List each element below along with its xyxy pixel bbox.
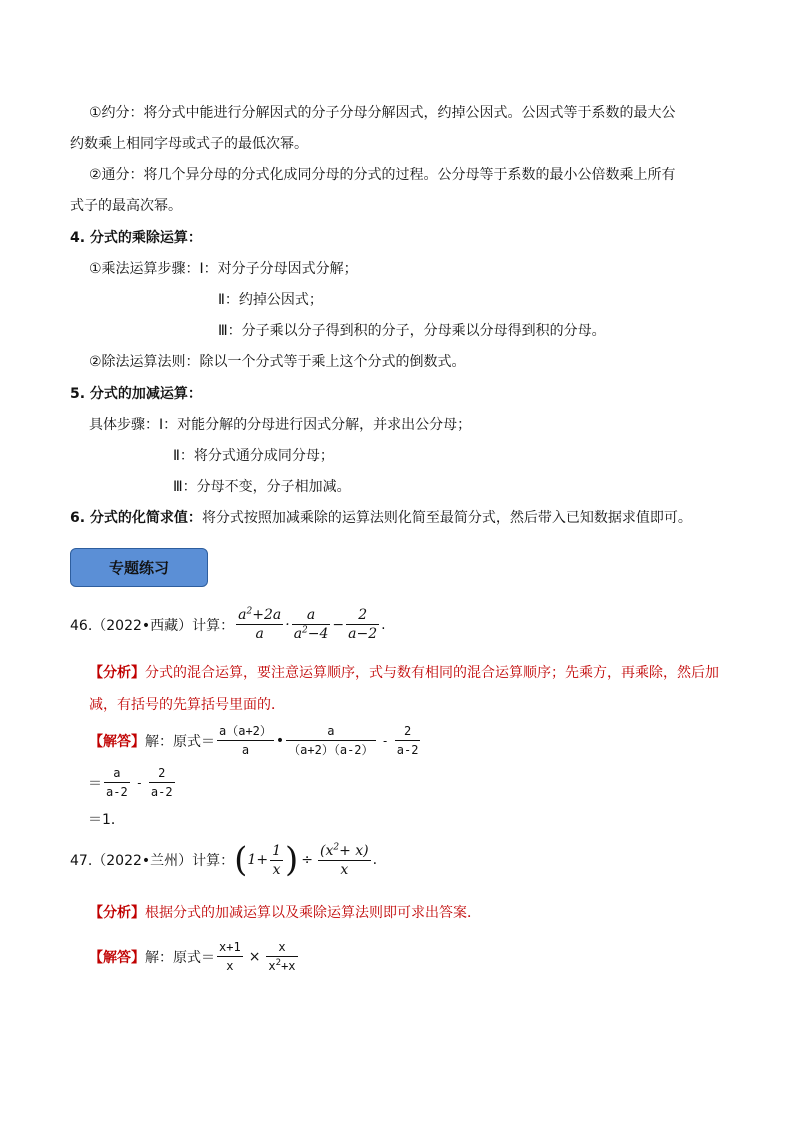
- q46-problem: [70, 606, 386, 643]
- q46-dot: ·: [285, 616, 290, 633]
- q46-step2-fraction-1: $\frac{a}{a-2}$: [106, 766, 128, 799]
- section-6-line: [70, 508, 692, 528]
- q47-problem: [70, 840, 377, 880]
- q47-answer-prefix: 解：原式＝: [145, 949, 215, 966]
- q46-end: .: [381, 616, 386, 633]
- q46-analysis-text-1: 分式的混合运算，要注意运算顺序，式与数有相同的混合运算顺序；先乘方，再乘除，然后加: [145, 665, 719, 681]
- q47-step1-fraction-1: $\frac{x+1}{x}$: [219, 940, 241, 973]
- q46-analysis-tag: 【分析】: [89, 665, 145, 681]
- q47-analysis-tag: 【分析】: [89, 905, 145, 921]
- section-5-step-2: Ⅱ：将分式通分成同分母；: [173, 448, 334, 464]
- q47-one-plus: 1+: [247, 852, 269, 868]
- q47-step1-times: ×: [248, 948, 261, 965]
- q46-prefix: 46.（2022•西藏）计算：: [70, 617, 235, 634]
- note-reduce-line-2: 约数乘上相同字母或式子的最低次幂。: [70, 136, 308, 152]
- q46-answer-step-2: [88, 764, 177, 801]
- q47-step1-fraction-2: $\frac{x}{x^2+x}$: [268, 940, 296, 973]
- section-6-text: 将分式按照加减乘除的运算法则化简至最简分式，然后带入已知数据求值即可。: [201, 510, 692, 526]
- q46-fraction-2: $\frac{a}{a^2-4}$: [293, 607, 329, 642]
- q46-step1-fraction-2: $\frac{a}{(a+2)(a-2)}$: [288, 724, 374, 757]
- q47-analysis-text: 根据分式的加减运算以及乘除运算法则即可求出答案．: [145, 905, 481, 921]
- q47-prefix: 47.（2022•兰州）计算：: [70, 853, 235, 869]
- section-4-multiply-step-1: ①乘法运算步骤：Ⅰ：对分子分母因式分解；: [89, 261, 358, 277]
- q46-minus: −: [332, 616, 345, 633]
- q47-left-paren: (: [234, 840, 248, 880]
- q46-fraction-3: $\frac{2}{a-2}$: [348, 607, 378, 642]
- section-5-step-1: 具体步骤：Ⅰ：对能分解的分母进行因式分解，并求出公分母；: [89, 417, 472, 433]
- q46-step2-minus: -: [135, 775, 143, 790]
- q46-answer-step-1: [89, 722, 422, 759]
- q46-answer-prefix: 解：原式＝: [145, 733, 215, 750]
- section-4-multiply-step-2: Ⅱ：约掉公因式；: [218, 292, 323, 308]
- section-4-multiply-step-3: Ⅲ：分子乘以分子得到积的分子，分母乘以分母得到积的分母。: [218, 323, 606, 339]
- q47-fraction-2: $\frac{(x^2+ x)}{x}$: [319, 841, 369, 878]
- q46-step1-dot: •: [275, 732, 285, 749]
- q46-step2-fraction-2: $\frac{2}{a-2}$: [150, 766, 173, 799]
- q47-answer-step-1: [89, 938, 300, 975]
- q46-step1-minus: -: [381, 733, 389, 748]
- q46-analysis-line-1: [89, 663, 719, 683]
- note-common-denominator-line-1: ②通分：将几个异分母的分式化成同分母的分式的过程。公分母等于系数的最小公倍数乘上所有: [89, 167, 676, 183]
- practice-banner-label: 专题练习: [108, 559, 169, 577]
- q47-fraction-1: $\frac{1}{x}$: [272, 842, 281, 878]
- section-4-title: 4. 分式的乘除运算：: [70, 230, 202, 246]
- note-reduce-line-1: ①约分：将分式中能进行分解因式的分子分母分解因式，约掉公因式。公因式等于系数的最大公: [89, 105, 676, 121]
- q46-answer-step-3: ＝1．: [88, 812, 125, 828]
- q47-divide: ÷: [301, 852, 313, 868]
- q47-end: .: [372, 852, 378, 868]
- section-4-divide-rule: ②除法运算法则：除以一个分式等于乘上这个分式的倒数式。: [89, 354, 466, 370]
- q46-step1-fraction-3: $\frac{2}{a-2}$: [396, 724, 419, 757]
- section-5-step-3: Ⅲ：分母不变，分子相加减。: [173, 479, 351, 495]
- section-5-title: 5. 分式的加减运算：: [70, 386, 202, 402]
- practice-banner: [70, 548, 208, 587]
- q47-analysis-line: [89, 903, 481, 923]
- q46-analysis-line-2: 减，有括号的先算括号里面的．: [89, 697, 285, 713]
- q46-answer-tag: 【解答】: [89, 733, 145, 750]
- q46-fraction-1: $\frac{a^2+2a}{a}$: [238, 606, 282, 642]
- note-common-denominator-line-2: 式子的最高次幂。: [70, 198, 182, 214]
- q46-step1-fraction-1: $\frac{a(a+2)}{a}$: [219, 724, 272, 757]
- section-6-label: 6. 分式的化简求值：: [70, 510, 202, 526]
- q47-right-paren: ): [284, 840, 299, 880]
- q46-step2-eq: ＝: [88, 775, 102, 792]
- q47-answer-tag: 【解答】: [89, 949, 145, 966]
